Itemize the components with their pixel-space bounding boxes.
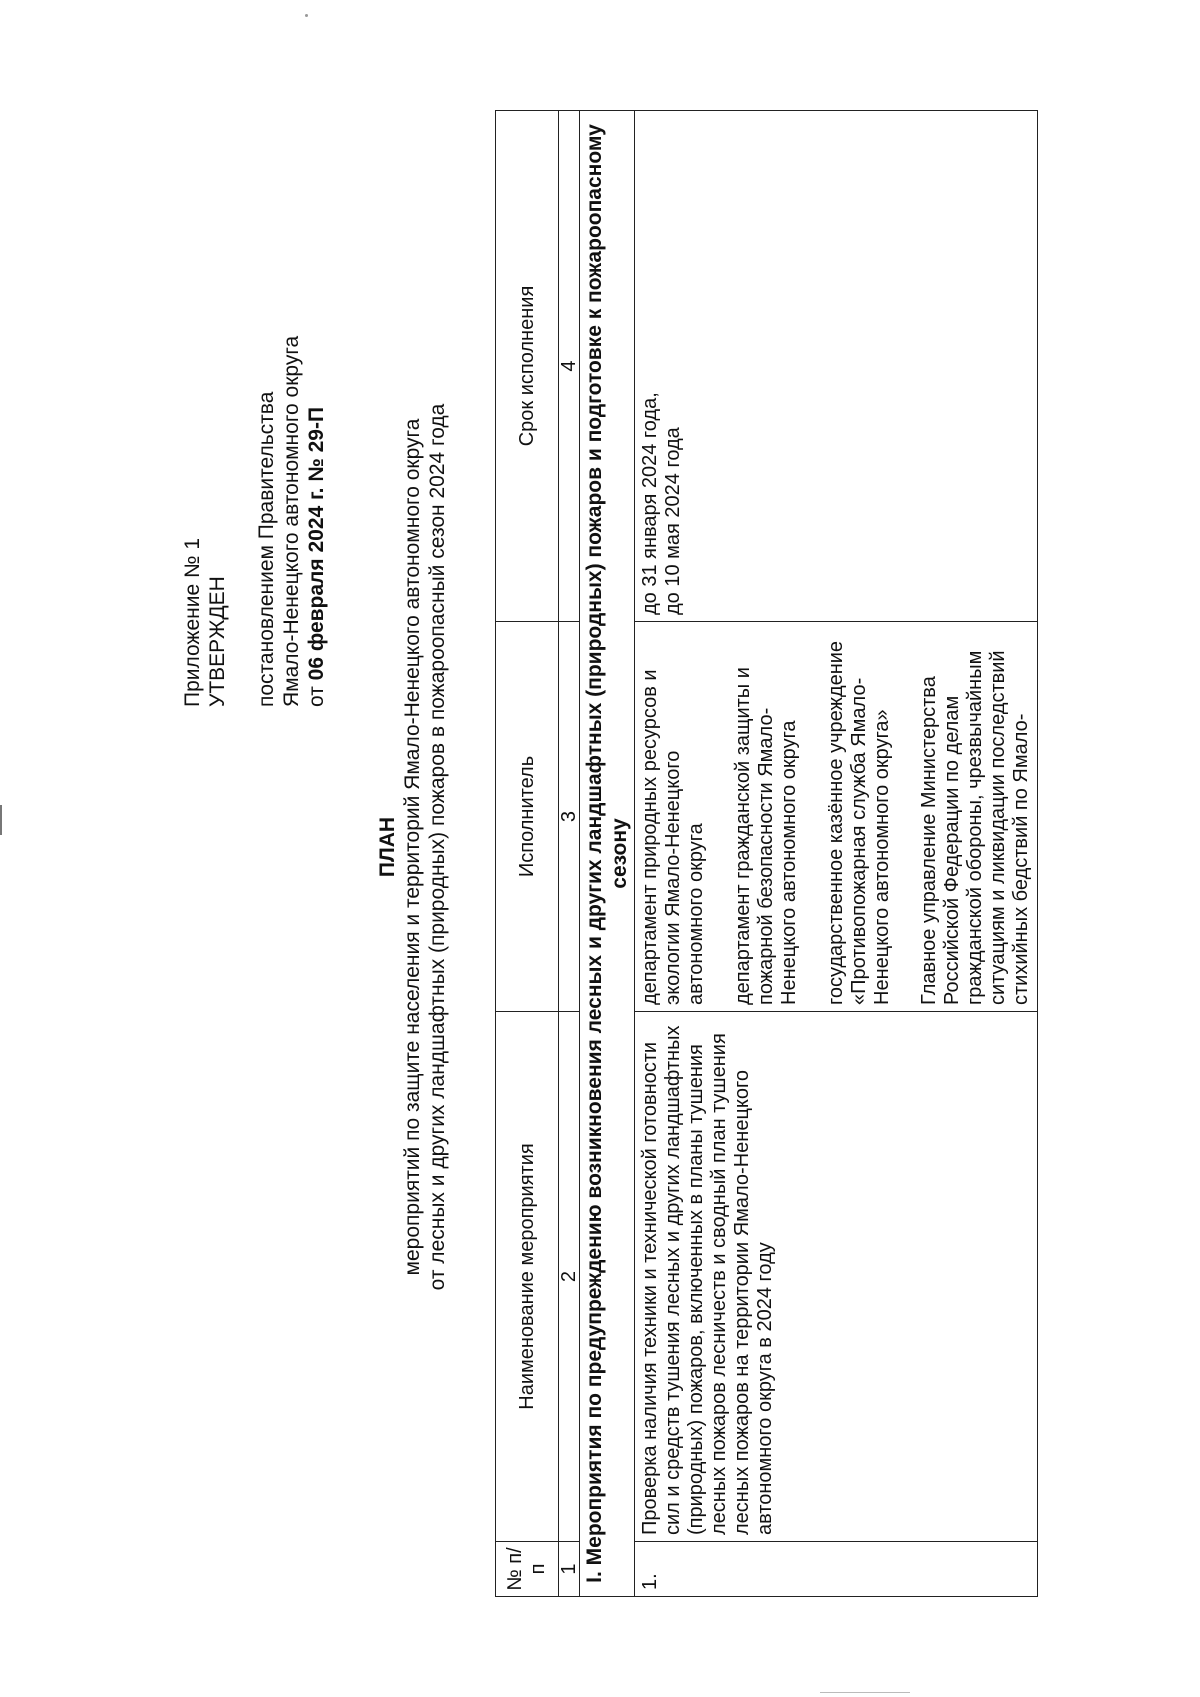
document-title: [375, 247, 450, 1447]
executor-item: департамент природных ресурсов и экологии Ямало-Ненецкого автономного округа: [639, 669, 707, 1005]
approval-block: [180, 187, 329, 707]
col-header-number: № п/п: [496, 1542, 559, 1597]
plan-subtitle-line1: мероприятий по защите населения и территорий Ямало-Ненецкого автономного округа: [401, 418, 424, 1276]
approval-date-prefix: от: [305, 680, 328, 707]
col-number-2: 2: [559, 1012, 580, 1542]
executor-item: государственное казённое учреждение «Противопожарная служба Ямало-Ненецкого автономного округа»: [825, 640, 893, 1005]
section-title: I. Мероприятия по предупреждению возникновения лесных и других ландшафтных (природных) пожаров и подготовке к пожароопасному сезону: [580, 111, 635, 1597]
deadline-line1: до 31 января 2024 года,: [639, 392, 661, 615]
row-number: 1.: [635, 1542, 1038, 1597]
col-number-1: 1: [559, 1542, 580, 1597]
row-deadline: [635, 111, 1038, 622]
col-number-4: 4: [559, 111, 580, 622]
section-row: [580, 111, 635, 1597]
row-executors: [635, 622, 1038, 1012]
scan-mark: [0, 805, 2, 835]
col-header-deadline: Срок исполнения: [496, 111, 559, 622]
approval-date: [304, 187, 329, 707]
scan-mark: [820, 1692, 910, 1693]
table-row: [635, 111, 1038, 1597]
plan-subtitle-line2: от лесных и других ландшафтных (природных) пожаров в пожароопасный сезон 2024 года: [426, 403, 449, 1291]
column-number-row: [559, 111, 580, 1597]
row-activity-name: Проверка наличия техники и технической готовности сил и средств тушения лесных и других ландшафтных (природных) пожаров, включенных в планы тушения лесных пожаров лесничеств и сводный план тушения лесных пожаров на территории Ямало-Ненецкого автономного округа в 2024 году: [635, 1012, 1038, 1542]
deadline-line2: до 10 мая 2024 года: [662, 427, 684, 615]
table-header-row: [496, 111, 559, 1597]
approval-date-number: 06 февраля 2024 г. № 29-П: [305, 406, 328, 681]
col-header-executor: Исполнитель: [496, 622, 559, 1012]
plan-heading: ПЛАН: [376, 816, 399, 878]
approval-authority-line2: Ямало-Ненецкого автономного округа: [280, 335, 303, 707]
executor-item: Главное управление Министерства Российской Федерации по делам гражданской обороны, чрезвычайным ситуациям и ликвидации последствий стихийных бедствий по Ямало-: [918, 650, 1032, 1005]
scan-speck: [305, 14, 308, 17]
approved-label: УТВЕРЖДЕН: [206, 576, 229, 707]
appendix-number: Приложение № 1: [181, 537, 204, 707]
executor-item: департамент гражданской защиты и пожарной безопасности Ямало-Ненецкого автономного округа: [732, 667, 800, 1005]
approval-authority-line1: постановлением Правительства: [255, 391, 278, 707]
col-header-name: Наименование мероприятия: [496, 1012, 559, 1542]
plan-table: [495, 110, 1038, 1597]
col-number-3: 3: [559, 622, 580, 1012]
